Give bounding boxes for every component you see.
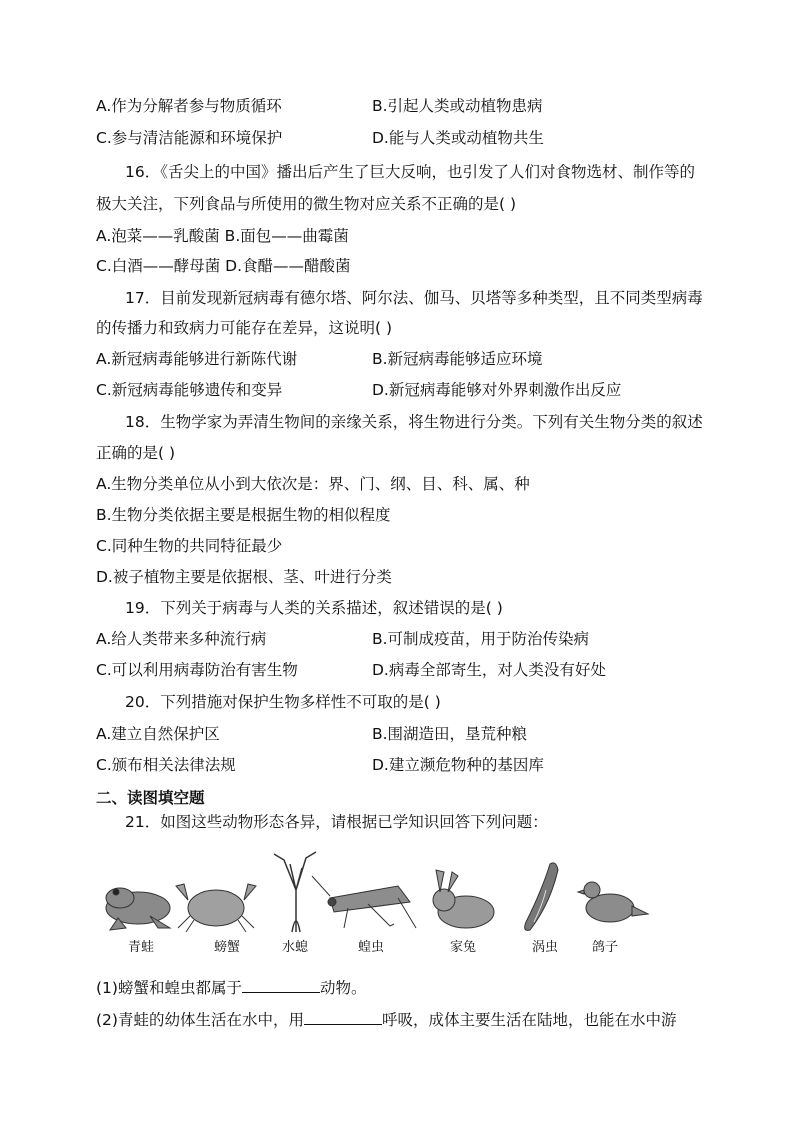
- option-c: C.参与清洁能源和环境保护: [96, 129, 283, 147]
- planarian-illustration: [525, 863, 558, 930]
- option-a: A.新冠病毒能够进行新陈代谢: [96, 350, 298, 368]
- grasshopper-illustration: [312, 876, 416, 928]
- answer-blank-2[interactable]: [304, 1008, 382, 1025]
- crab-illustration: [176, 884, 256, 932]
- animal-illustrations: [98, 850, 658, 935]
- sub-question-1-suffix: 动物。: [319, 979, 367, 997]
- option-a: A.作为分解者参与物质循环: [96, 97, 282, 115]
- question-stem-cont: 的传播力和致病力可能存在差异，这说明( ): [96, 319, 393, 337]
- caption-pigeon: 鸽子: [592, 940, 619, 955]
- sub-question-2-prefix: (2)青蛙的幼体生活在水中，用: [96, 1011, 304, 1029]
- caption-rabbit: 家兔: [450, 940, 477, 955]
- option-c: C.颁布相关法律法规: [96, 756, 236, 774]
- caption-planarian: 涡虫: [532, 940, 559, 955]
- sub-question-2: [96, 1008, 676, 1030]
- option-b: B.生物分类依据主要是根据生物的相似程度: [96, 506, 391, 524]
- sub-question-1: [96, 976, 366, 998]
- rabbit-illustration: [433, 870, 494, 928]
- option-b: B.可制成疫苗，用于防治传染病: [372, 630, 590, 648]
- option-d: D.建立濒危物种的基因库: [372, 756, 544, 774]
- section-heading: 二、读图填空题: [96, 789, 205, 807]
- question-stem: 16．《舌尖上的中国》播出后产生了巨大反响，也引发了人们对食物选材、制作等的: [125, 163, 695, 181]
- question-stem-cont: 正确的是( ): [96, 444, 176, 462]
- option-d: D.新冠病毒能够对外界刺激作出反应: [372, 381, 622, 399]
- options-cd: C.白酒——酵母菌 D.食醋——醋酸菌: [96, 257, 351, 275]
- sub-question-1-prefix: (1)螃蟹和蝗虫都属于: [96, 979, 242, 997]
- option-b: B.围湖造田，垦荒种粮: [372, 725, 528, 743]
- option-b: B.引起人类或动植物患病: [372, 97, 543, 115]
- frog-illustration: [106, 888, 170, 930]
- option-a: A.建立自然保护区: [96, 725, 220, 743]
- caption-hydra: 水螅: [282, 940, 309, 955]
- options-ab: A.泡菜——乳酸菌 B.面包——曲霉菌: [96, 227, 349, 245]
- option-d: D.病毒全部寄生，对人类没有好处: [372, 661, 606, 679]
- question-stem-cont: 极大关注，下列食品与所使用的微生物对应关系不正确的是( ): [96, 195, 517, 213]
- answer-blank-1[interactable]: [242, 976, 320, 993]
- option-d: D.能与人类或动植物共生: [372, 129, 544, 147]
- option-c: C.可以利用病毒防治有害生物: [96, 661, 298, 679]
- question-stem: 19．下列关于病毒与人类的关系描述，叙述错误的是( ): [125, 599, 503, 617]
- option-b: B.新冠病毒能够适应环境: [372, 350, 543, 368]
- question-stem: 21．如图这些动物形态各异，请根据已学知识回答下列问题：: [125, 813, 548, 831]
- hydra-illustration: [274, 852, 316, 932]
- question-stem: 18．生物学家为弄清生物间的亲缘关系，将生物进行分类。下列有关生物分类的叙述: [125, 413, 703, 431]
- caption-frog: 青蛙: [128, 940, 155, 955]
- option-a: A.给人类带来多种流行病: [96, 630, 267, 648]
- option-c: C.新冠病毒能够遗传和变异: [96, 381, 283, 399]
- caption-locust: 蝗虫: [358, 940, 385, 955]
- option-c: C.同种生物的共同特征最少: [96, 537, 283, 555]
- question-stem: 17．目前发现新冠病毒有德尔塔、阿尔法、伽马、贝塔等多种类型，且不同类型病毒: [125, 289, 703, 307]
- sub-question-2-suffix: 呼吸，成体主要生活在陆地，也能在水中游: [381, 1011, 677, 1029]
- option-a: A.生物分类单位从小到大依次是：界、门、纲、目、科、属、种: [96, 475, 530, 493]
- animal-figure: [98, 850, 658, 960]
- question-stem: 20．下列措施对保护生物多样性不可取的是( ): [125, 693, 441, 711]
- pigeon-illustration: [578, 882, 648, 922]
- option-d: D.被子植物主要是依据根、茎、叶进行分类: [96, 568, 392, 586]
- caption-crab: 螃蟹: [214, 940, 241, 955]
